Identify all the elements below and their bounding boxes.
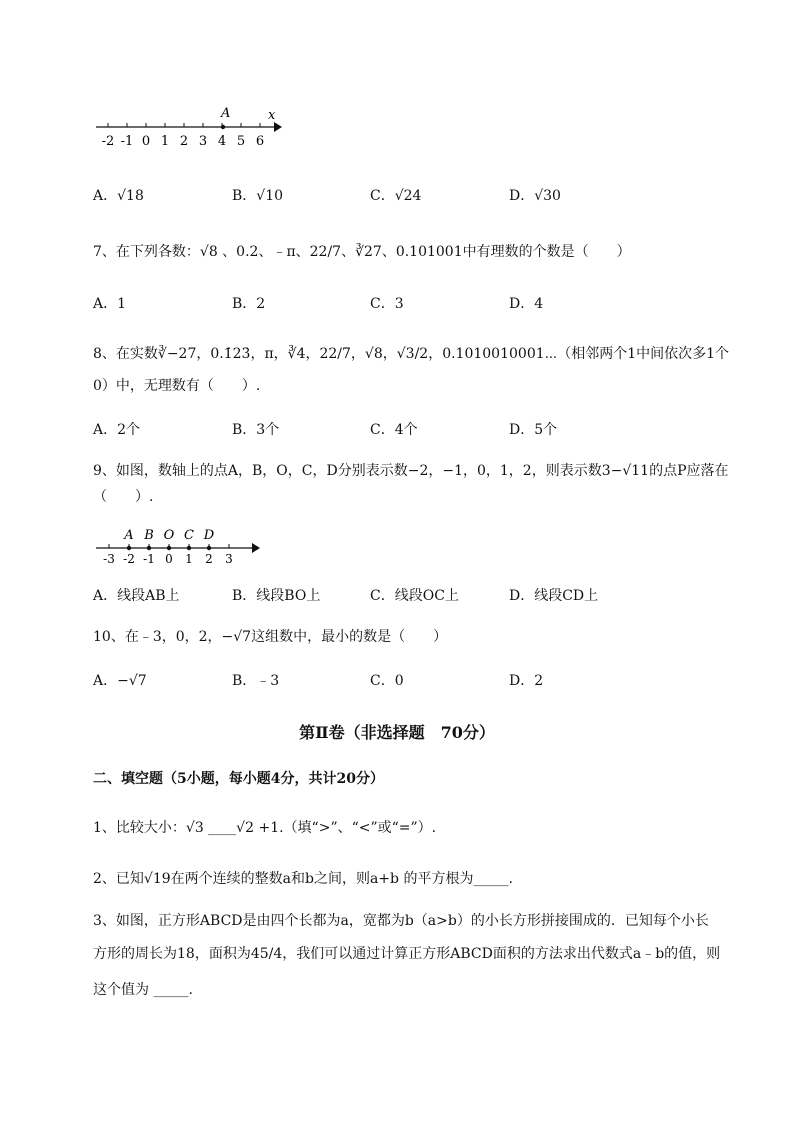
nl2-point-label: A <box>124 528 134 543</box>
fill-question-2: 2、已知√19在两个连续的整数a和b之间，则a+b 的平方根为_____. <box>93 871 513 887</box>
q6-option-c: C．√24 <box>370 188 422 204</box>
nl2-tick-label: -3 <box>103 552 115 566</box>
nl2-point-label: B <box>144 528 154 543</box>
q10-option-d: D．2 <box>509 673 544 689</box>
q8-line1: 8、在实数∛−27，0.1̇23̇，π，∛4，22/7，√8，√3/2，0.1010010001⋯（相邻两个1中间依次多1个 <box>93 346 730 362</box>
fill-question-3-line2: 方形的周长为18，面积为45/4，我们可以通过计算正方形ABCD面积的方法求出代数式a﹣b的值，则 <box>93 946 721 962</box>
number-line-1 <box>92 104 292 152</box>
nl2-point-dot <box>167 546 171 550</box>
q8-line2: 0）中，无理数有（ ）. <box>93 378 261 394</box>
nl1-tick-label: 0 <box>141 134 151 149</box>
fill-question-1: 1、比较大小：√3 ____√2 +1.（填“>”、“<”或“=”）. <box>93 820 437 836</box>
q9-option-c: C．线段OC上 <box>370 588 459 604</box>
q9-line1: 9、如图，数轴上的点A，B，O，C，D分别表示数−2，−1，0，1，2，则表示数3−√11的点P应落在 <box>93 463 729 479</box>
nl2-point-label: D <box>203 528 215 543</box>
nl2-point-label: C <box>184 528 194 543</box>
nl2-point-dot <box>127 546 131 550</box>
q9-option-d: D．线段CD上 <box>509 588 599 604</box>
q7-option-a: A．1 <box>93 296 127 312</box>
nl2-tick-label: -1 <box>143 552 155 566</box>
q6-option-b: B．√10 <box>232 188 284 204</box>
q6-option-d: D．√30 <box>509 188 561 204</box>
q9-line2: （ ）. <box>93 489 154 505</box>
fill-question-3-line3: 这个值为 _____. <box>93 982 193 998</box>
point-a-dot <box>221 125 225 129</box>
nl1-tick-label: 3 <box>198 134 208 149</box>
nl2-point-dot <box>187 546 191 550</box>
q8-option-d: D．5个 <box>509 422 558 438</box>
nl2-tick-label: -2 <box>123 552 135 566</box>
fill-question-3-line1: 3、如图，正方形ABCD是由四个长都为a，宽都为b（a>b）的小长方形拼接围成的．已知每个小长 <box>93 913 709 929</box>
nl1-tick-label: 4 <box>217 134 227 149</box>
q10-option-b: B．﹣3 <box>232 673 280 689</box>
q10-option-c: C．0 <box>370 673 404 689</box>
nl1-tick-label: -2 <box>101 134 115 149</box>
q8-option-c: C．4个 <box>370 422 418 438</box>
nl2-point-label: O <box>163 528 175 543</box>
q7-option-b: B．2 <box>232 296 266 312</box>
q7-option-c: C．3 <box>370 296 404 312</box>
number-line-2 <box>92 524 272 570</box>
nl1-tick-label: 6 <box>255 134 265 149</box>
nl1-tick-label: 5 <box>236 134 246 149</box>
nl2-tick-label: 2 <box>205 552 213 566</box>
nl1-tick-label: -1 <box>120 134 134 149</box>
q8-option-a: A．2个 <box>93 422 141 438</box>
q10-text: 10、在﹣3，0，2，−√7这组数中，最小的数是（ ） <box>93 629 448 645</box>
q9-option-a: A．线段AB上 <box>93 588 180 604</box>
nl2-point-dot <box>207 546 211 550</box>
q10-option-a: A．−√7 <box>93 673 147 689</box>
q9-option-b: B．线段BO上 <box>232 588 321 604</box>
q7-option-d: D．4 <box>509 296 544 312</box>
part2-title: 第Ⅱ卷（非选择题 70分） <box>299 723 495 742</box>
point-a-label: A <box>221 106 231 121</box>
nl1-tick-label: 2 <box>179 134 189 149</box>
nl2-tick-label: 1 <box>185 552 193 566</box>
axis-x-label: x <box>268 108 276 123</box>
nl2-point-dot <box>147 546 151 550</box>
nl2-tick-label: 3 <box>225 552 233 566</box>
q7-text: 7、在下列各数：√8 、0.2、﹣π、22/7、∛27、0.101001中有理数的个数是（ ） <box>93 244 631 260</box>
q6-option-a: A．√18 <box>93 188 144 204</box>
q8-option-b: B．3个 <box>232 422 280 438</box>
section2-title: 二、填空题（5小题，每小题4分，共计20分） <box>93 771 384 787</box>
nl2-tick-label: 0 <box>165 552 173 566</box>
nl1-tick-label: 1 <box>160 134 170 149</box>
